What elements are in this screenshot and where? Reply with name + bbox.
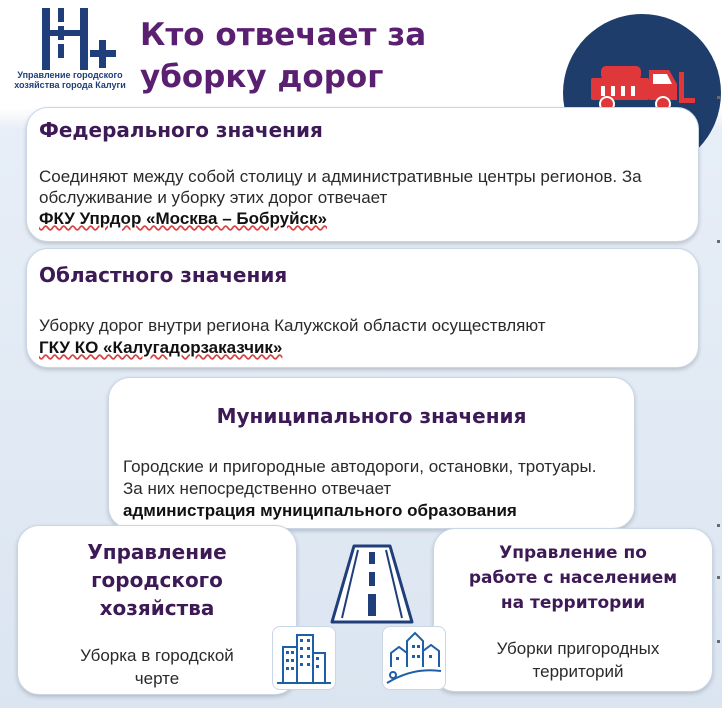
card-population-body xyxy=(458,637,698,683)
card-city-text-line-1: Уборка в городской xyxy=(80,646,234,665)
card-municipal-responsible: администрация муниципального образования xyxy=(123,501,517,520)
card-regional-body xyxy=(39,315,689,359)
card-regional-responsible: ГКУ КО «Калугадорзаказчик» xyxy=(39,338,283,357)
card-city-title xyxy=(18,538,296,622)
card-municipal xyxy=(108,377,635,529)
card-regional-title: Областного значения xyxy=(39,263,288,287)
card-city-title-line-2: городского xyxy=(91,568,223,592)
city-icon-box xyxy=(272,626,336,690)
card-population-management xyxy=(433,528,713,692)
suburban-town-icon xyxy=(383,627,445,689)
card-population-title-line-3: на территории xyxy=(500,593,646,613)
road-icon xyxy=(326,544,418,624)
card-population-text-line-2: территорий xyxy=(532,662,624,681)
card-federal-body xyxy=(39,166,679,229)
edge-mark xyxy=(717,96,720,99)
card-city-title-line-1: Управление xyxy=(87,540,227,564)
card-federal-text: Соединяют между собой столицу и административные центры регионов. За обслуживание и уборку этих дорог отвечает xyxy=(39,167,642,207)
card-population-title xyxy=(434,541,712,616)
page-title-line-2: уборку дорог xyxy=(140,59,384,95)
page-title-line-1: Кто отвечает за xyxy=(140,17,427,53)
card-population-text-line-1: Уборки пригородных xyxy=(496,639,660,658)
card-city-body xyxy=(42,644,272,690)
suburb-icon-box xyxy=(382,626,446,690)
card-regional-text: Уборку дорог внутри региона Калужской области осуществляют xyxy=(39,316,546,335)
edge-mark xyxy=(717,240,720,243)
page-title xyxy=(140,14,426,98)
card-municipal-text: Городские и пригородные автодороги, остановки, тротуары. За них непосредственно отвечает xyxy=(123,457,597,498)
card-regional xyxy=(26,248,699,368)
card-federal-title: Федерального значения xyxy=(39,118,323,142)
card-city-management xyxy=(17,525,297,695)
card-federal-responsible: ФКУ Упрдор «Москва – Бобруйск» xyxy=(39,209,327,228)
edge-mark xyxy=(717,576,720,579)
card-municipal-title: Муниципального значения xyxy=(216,404,527,428)
card-city-text-line-2: черте xyxy=(134,669,180,688)
logo-caption: Управление городского хозяйства города Калуги xyxy=(14,70,126,90)
edge-mark xyxy=(717,640,720,643)
card-municipal-body xyxy=(123,456,618,522)
city-buildings-icon xyxy=(273,627,335,689)
card-city-title-line-3: хозяйства xyxy=(99,596,215,620)
edge-mark xyxy=(717,524,720,527)
card-population-title-line-2: работе с населением xyxy=(468,568,678,588)
card-population-title-line-1: Управление по xyxy=(499,543,647,563)
card-federal xyxy=(26,107,699,242)
